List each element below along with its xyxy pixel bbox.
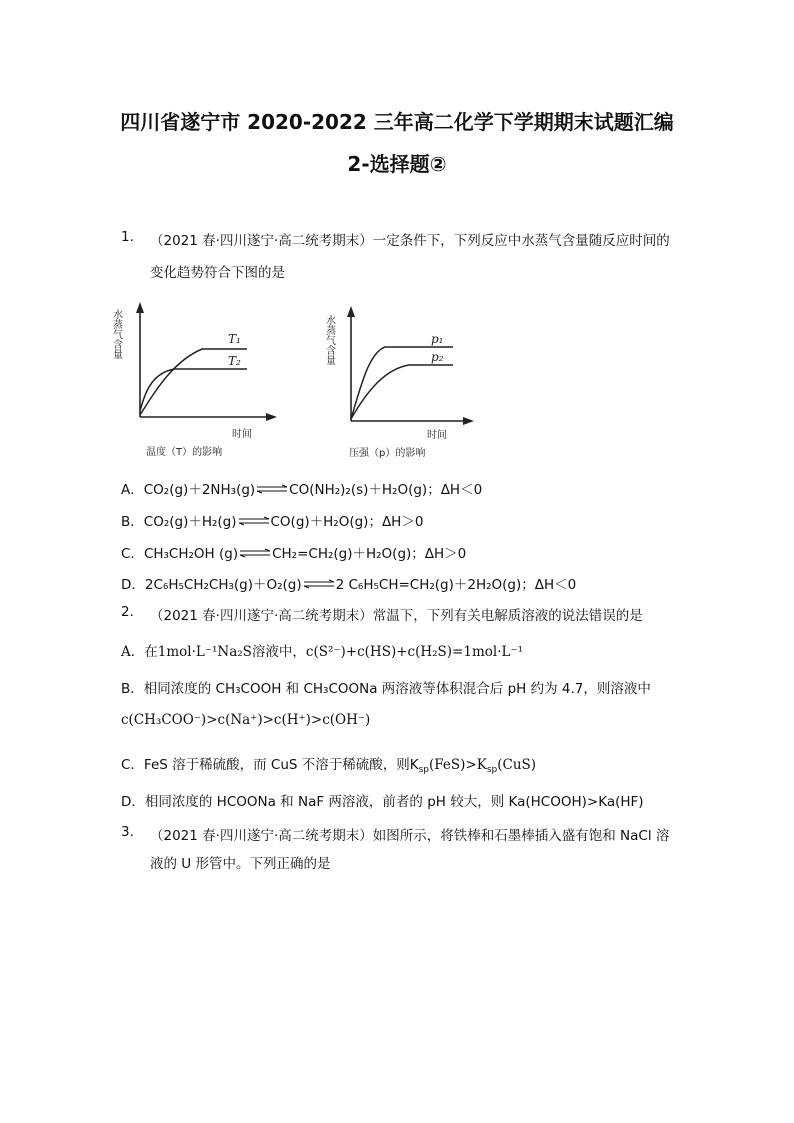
q2-option-a[interactable]: A．在1mol·L⁻¹Na₂S溶液中，c(S²⁻)+c(HS)+c(H₂S)=1mol·L⁻¹ (121, 644, 523, 660)
q3-stem-line1: （2021 春·四川遂宁·高二统考期末）如图所示，将铁棒和石墨棒插入盛有饱和 NaCl 溶 (150, 828, 670, 844)
q2-option-b-line2: c(CH₃COO⁻)>c(Na⁺)>c(H⁺)>c(OH⁻) (121, 712, 371, 728)
q2-stem: （2021 春·四川遂宁·高二统考期末）常温下，下列有关电解质溶液的说法错误的是 (150, 608, 643, 624)
fig-right-curve1-label: p₁ (431, 332, 444, 346)
q3-stem-line2: 液的 U 形管中。下列正确的是 (150, 856, 331, 872)
q1-option-a[interactable]: A．CO₂(g)＋2NH₃(g) CO(NH₂)₂(s)＋H₂O(g)；ΔH＜0 (121, 482, 483, 498)
q3-number: 3. (121, 824, 134, 840)
equilibrium-arrow-icon (239, 517, 269, 525)
q1-option-b[interactable]: B．CO₂(g)＋H₂(g) CO(g)＋H₂O(g)；ΔH＞0 (121, 514, 424, 530)
equilibrium-arrow-icon (240, 549, 270, 557)
q1-number: 1. (121, 229, 134, 245)
option-label: B． (121, 514, 144, 530)
fig-left-curve2-label: T₂ (228, 354, 241, 368)
fig-left-curve1-label: T₁ (228, 332, 241, 346)
q2-option-c[interactable]: C．FeS 溶于稀硫酸，而 CuS 不溶于稀硫酸，则$K_{sp}(FeS)>K_{sp}(CuS)$ (121, 757, 537, 775)
q2-number: 2. (121, 604, 134, 620)
q1-figure-temperature (112, 293, 282, 465)
document-subtitle: 2-选择题② (347, 152, 447, 176)
option-label: A． (121, 482, 144, 498)
option-label: D． (121, 577, 145, 593)
fig-right-curve2-label: p₂ (431, 350, 444, 364)
fig-left-xlabel: 时间 (232, 429, 252, 440)
q1-option-d[interactable]: D．2C₆H₅CH₂CH₃(g)＋O₂(g) 2 C₆H₅CH=CH₂(g)＋2H₂O(g)；ΔH＜0 (121, 577, 577, 593)
q2-option-b-line1[interactable]: B．相同浓度的 CH₃COOH 和 CH₃COONa 两溶液等体积混合后 pH 约为 4.7，则溶液中 (121, 681, 651, 697)
fig-left-caption: 温度（T）的影响 (146, 447, 223, 458)
fig-left-ylabel: 水蒸气含量 (110, 309, 122, 359)
fig-right-caption: 压强（p）的影响 (349, 448, 426, 459)
equilibrium-arrow-icon (304, 580, 334, 588)
q1-stem-line1: （2021 春·四川遂宁·高二统考期末）一定条件下，下列反应中水蒸气含量随反应时间的 (150, 233, 670, 249)
q1-option-c[interactable]: C．CH₃CH₂OH (g) CH₂=CH₂(g)＋H₂O(g)；ΔH＞0 (121, 546, 467, 562)
q2-option-d[interactable]: D．相同浓度的 HCOONa 和 NaF 两溶液，前者的 pH 较大，则 Ka(HCOOH)>Ka(HF) (121, 794, 644, 810)
q1-stem-line2: 变化趋势符合下图的是 (150, 265, 285, 281)
fig-right-xlabel: 时间 (427, 430, 447, 441)
fig-right-ylabel: 水蒸气含量 (323, 315, 335, 365)
document-title: 四川省遂宁市 2020-2022 三年高二化学下学期期末试题汇编 (120, 110, 674, 134)
option-label: C． (121, 546, 144, 562)
q1-figure-pressure (323, 305, 483, 465)
equilibrium-arrow-icon (257, 485, 287, 493)
